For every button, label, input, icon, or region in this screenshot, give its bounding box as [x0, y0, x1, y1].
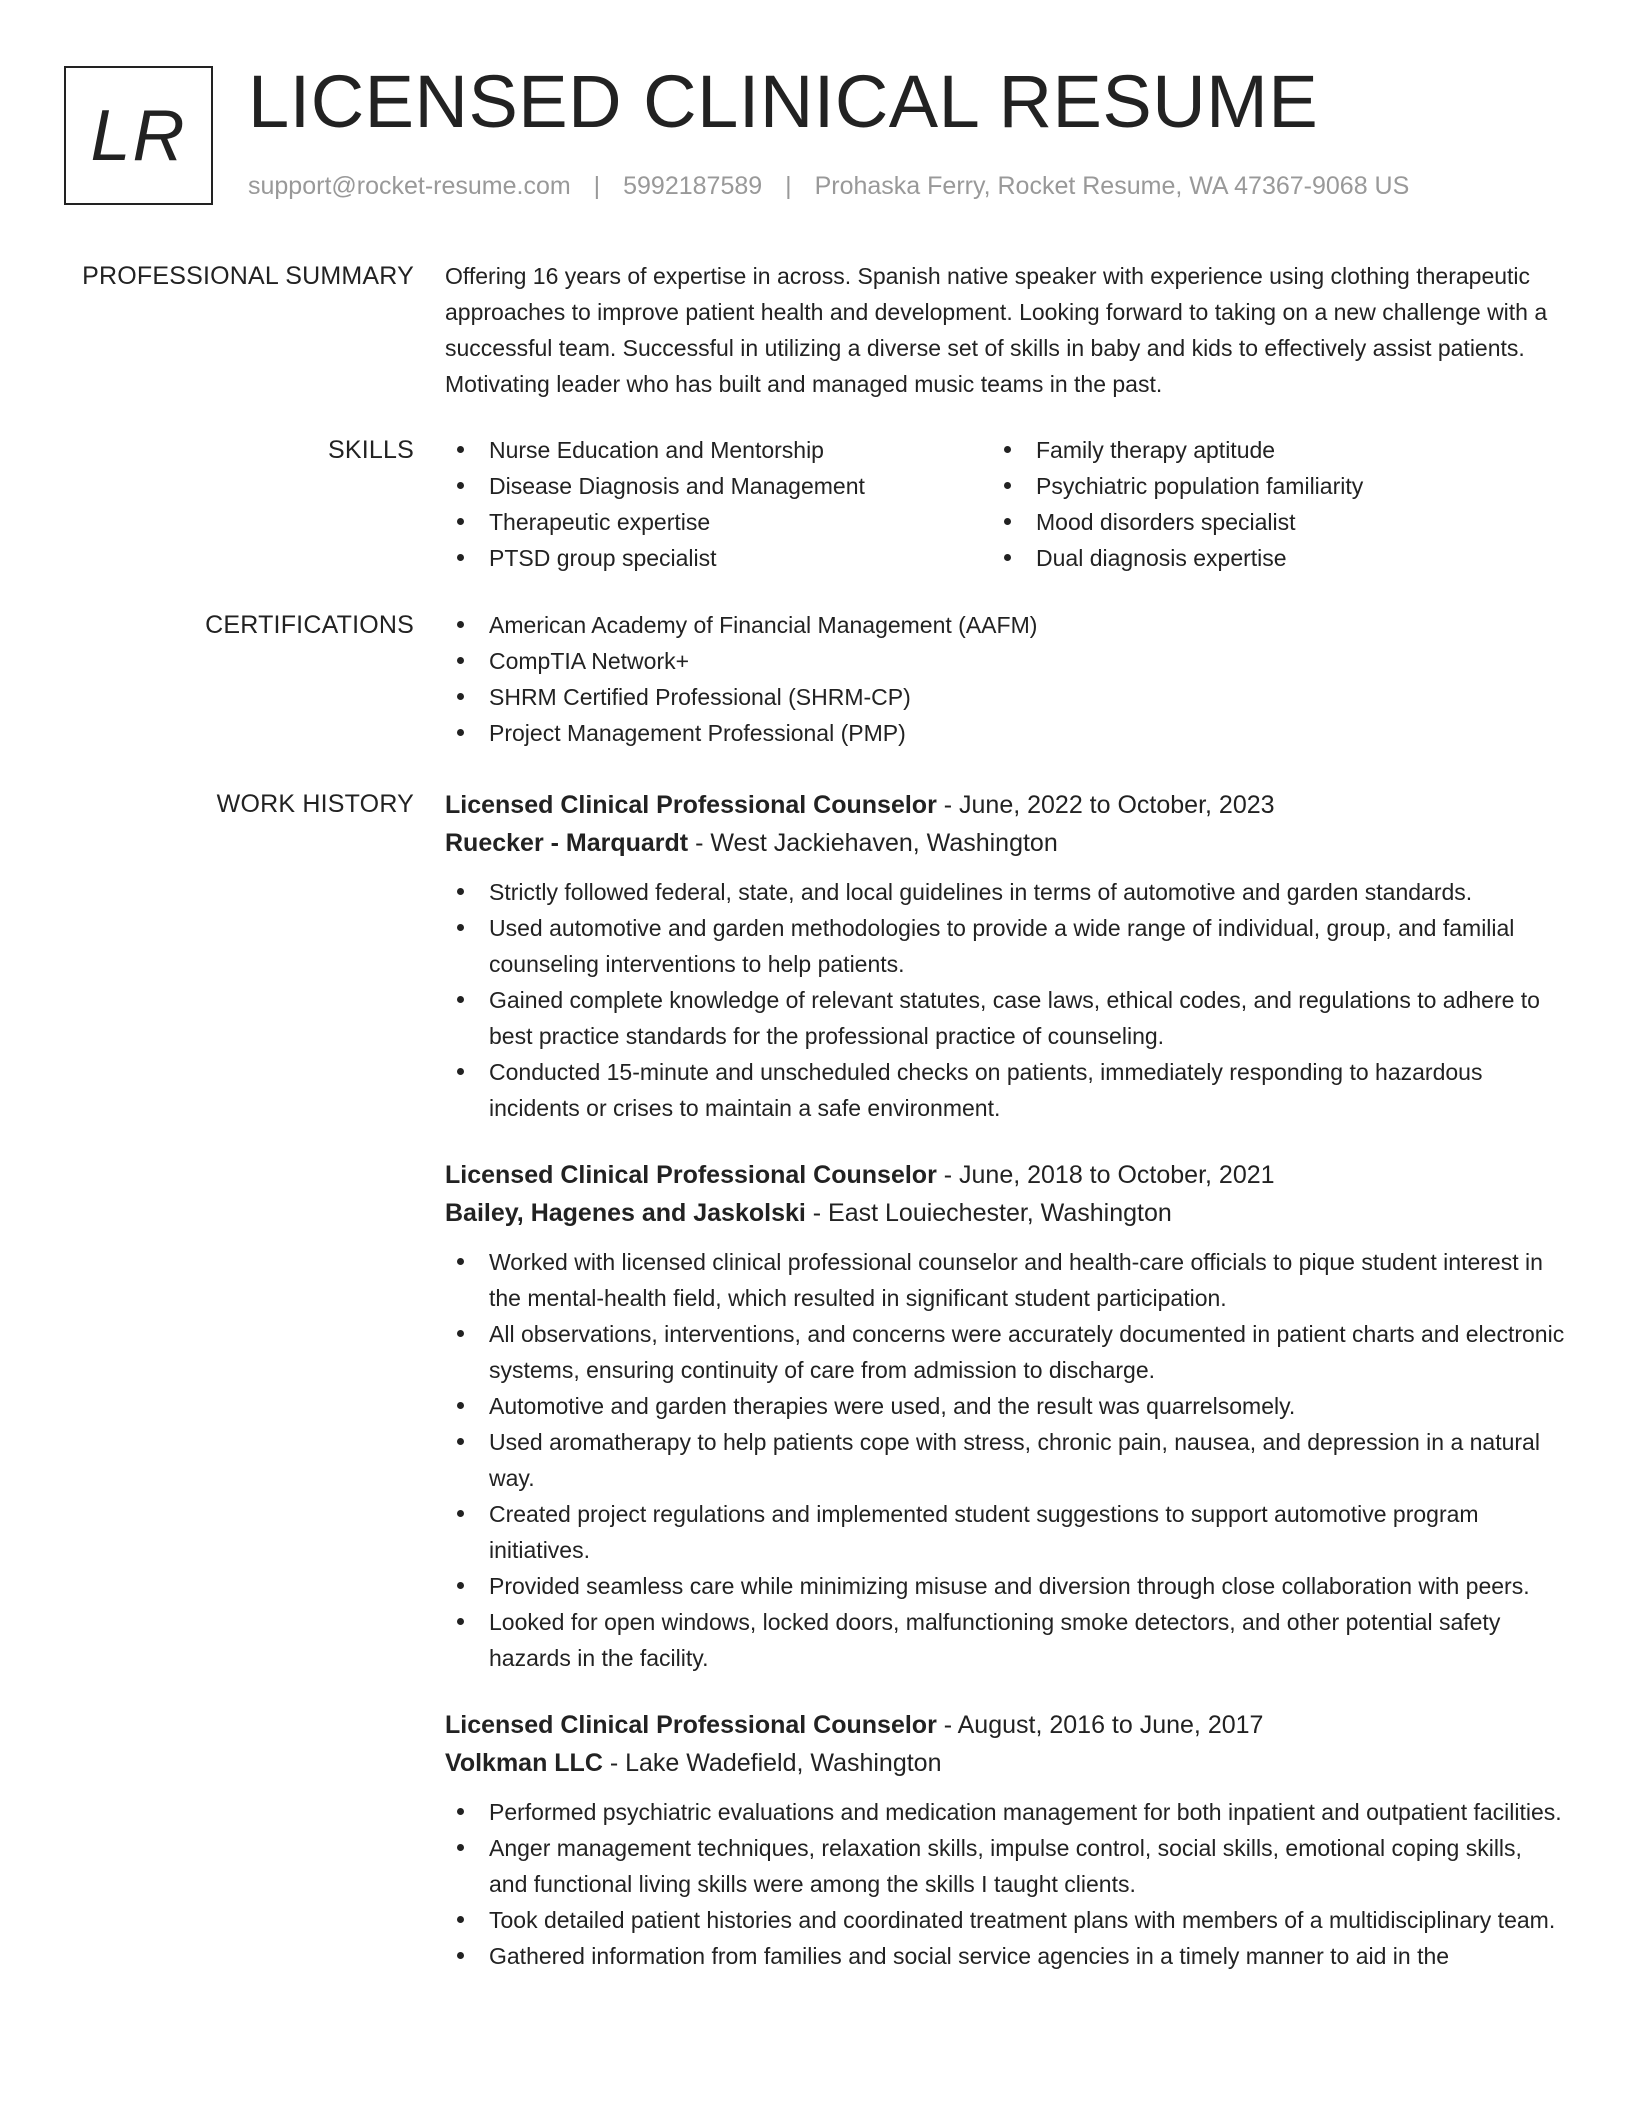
job-company: Volkman LLC: [445, 1749, 603, 1777]
job-duty: All observations, interventions, and concerns were accurately documented in patient charts and electronic systems, ensuring continuity of care from admission to discharge.: [445, 1316, 1565, 1388]
certifications-heading: CERTIFICATIONS: [205, 611, 414, 639]
job-duty: Automotive and garden therapies were used, and the result was quarrelsomely.: [445, 1388, 1565, 1424]
job-duty: Provided seamless care while minimizing misuse and diversion through close collaboration with peers.: [445, 1568, 1565, 1604]
skill-item: Therapeutic expertise: [445, 504, 992, 540]
contact-address: Prohaska Ferry, Rocket Resume, WA 47367-9068 US: [814, 172, 1410, 200]
job-duties-list: [445, 874, 1565, 1126]
job-duty: Worked with licensed clinical professional counselor and health-care officials to pique student interest in the mental-health field, which resulted in significant student participation.: [445, 1244, 1565, 1316]
job-duties-list: [445, 1244, 1565, 1676]
skill-item: Mood disorders specialist: [992, 504, 1539, 540]
job-entry: [445, 1156, 1565, 1676]
job-duty: Used automotive and garden methodologies to provide a wide range of individual, group, and familial counseling interventions to help patients.: [445, 910, 1565, 982]
skills-heading: SKILLS: [328, 436, 414, 464]
contact-separator: |: [785, 172, 792, 200]
monogram-logo: LR: [64, 66, 213, 205]
summary-heading: PROFESSIONAL SUMMARY: [82, 262, 414, 290]
job-duty: Anger management techniques, relaxation skills, impulse control, social skills, emotional coping skills, and functional living skills were among the skills I taught clients.: [445, 1830, 1565, 1902]
contact-email[interactable]: support@rocket-resume.com: [248, 172, 571, 200]
skills-list-right: [992, 432, 1539, 576]
skills-list-left: [445, 432, 992, 576]
work-history-entries: [445, 786, 1565, 2004]
job-title: Licensed Clinical Professional Counselor: [445, 791, 937, 819]
skill-item: PTSD group specialist: [445, 540, 992, 576]
job-duty: Gained complete knowledge of relevant statutes, case laws, ethical codes, and regulations to adhere to best practice standards for the professional practice of counseling.: [445, 982, 1565, 1054]
contact-line: [248, 172, 1409, 201]
job-dates: - August, 2016 to June, 2017: [936, 1711, 1264, 1739]
job-entry: [445, 786, 1565, 1126]
job-company: Bailey, Hagenes and Jaskolski: [445, 1199, 806, 1227]
skill-item: Dual diagnosis expertise: [992, 540, 1539, 576]
job-title-line: [445, 1156, 1565, 1194]
certification-item: American Academy of Financial Management (AAFM): [445, 607, 1565, 643]
job-duty: Used aromatherapy to help patients cope with stress, chronic pain, nausea, and depression in a natural way.: [445, 1424, 1565, 1496]
job-duties-list: [445, 1794, 1565, 1974]
job-title: Licensed Clinical Professional Counselor: [445, 1711, 937, 1739]
job-company-line: [445, 1194, 1565, 1232]
summary-text: Offering 16 years of expertise in across. Spanish native speaker with experience using clothing therapeutic approaches to improve patient health and development. Looking forward to taking on a new challenge with a successful team. Successful in utilizing a diverse set of skills in baby and kids to effectively assist patients. Motivating leader who has built and managed music teams in the past.: [445, 263, 1548, 397]
skill-item: Psychiatric population familiarity: [992, 468, 1539, 504]
job-company: Ruecker - Marquardt: [445, 829, 689, 857]
job-duty: Took detailed patient histories and coordinated treatment plans with members of a multidisciplinary team.: [445, 1902, 1565, 1938]
job-location: - West Jackiehaven, Washington: [688, 829, 1058, 857]
job-location: - East Louiechester, Washington: [805, 1199, 1172, 1227]
job-duty: Conducted 15-minute and unscheduled checks on patients, immediately responding to hazardous incidents or crises to maintain a safe environment.: [445, 1054, 1565, 1126]
job-duty: Strictly followed federal, state, and local guidelines in terms of automotive and garden standards.: [445, 874, 1565, 910]
job-dates: - June, 2018 to October, 2021: [936, 1161, 1275, 1189]
certification-item: CompTIA Network+: [445, 643, 1565, 679]
job-location: - Lake Wadefield, Washington: [602, 1749, 942, 1777]
contact-separator: |: [593, 172, 601, 200]
resume-title: LICENSED CLINICAL RESUME: [248, 60, 1319, 143]
job-duty: Looked for open windows, locked doors, malfunctioning smoke detectors, and other potential safety hazards in the facility.: [445, 1604, 1565, 1676]
job-company-line: [445, 824, 1565, 862]
certifications-list: [445, 607, 1565, 751]
skill-item: Disease Diagnosis and Management: [445, 468, 992, 504]
job-title-line: [445, 786, 1565, 824]
contact-phone[interactable]: 5992187589: [623, 172, 763, 200]
job-dates: - June, 2022 to October, 2023: [936, 791, 1275, 819]
work-history-heading: WORK HISTORY: [216, 790, 414, 818]
job-duty: Created project regulations and implemented student suggestions to support automotive program initiatives.: [445, 1496, 1565, 1568]
job-title-line: [445, 1706, 1565, 1744]
skill-item: Family therapy aptitude: [992, 432, 1539, 468]
skills-columns: [445, 432, 1565, 576]
certification-item: SHRM Certified Professional (SHRM-CP): [445, 679, 1565, 715]
job-title: Licensed Clinical Professional Counselor: [445, 1161, 937, 1189]
job-duty: Gathered information from families and social service agencies in a timely manner to aid in the: [445, 1938, 1565, 1974]
job-company-line: [445, 1744, 1565, 1782]
job-entry: [445, 1706, 1565, 1974]
skill-item: Nurse Education and Mentorship: [445, 432, 992, 468]
job-duty: Performed psychiatric evaluations and medication management for both inpatient and outpatient facilities.: [445, 1794, 1565, 1830]
certification-item: Project Management Professional (PMP): [445, 715, 1565, 751]
